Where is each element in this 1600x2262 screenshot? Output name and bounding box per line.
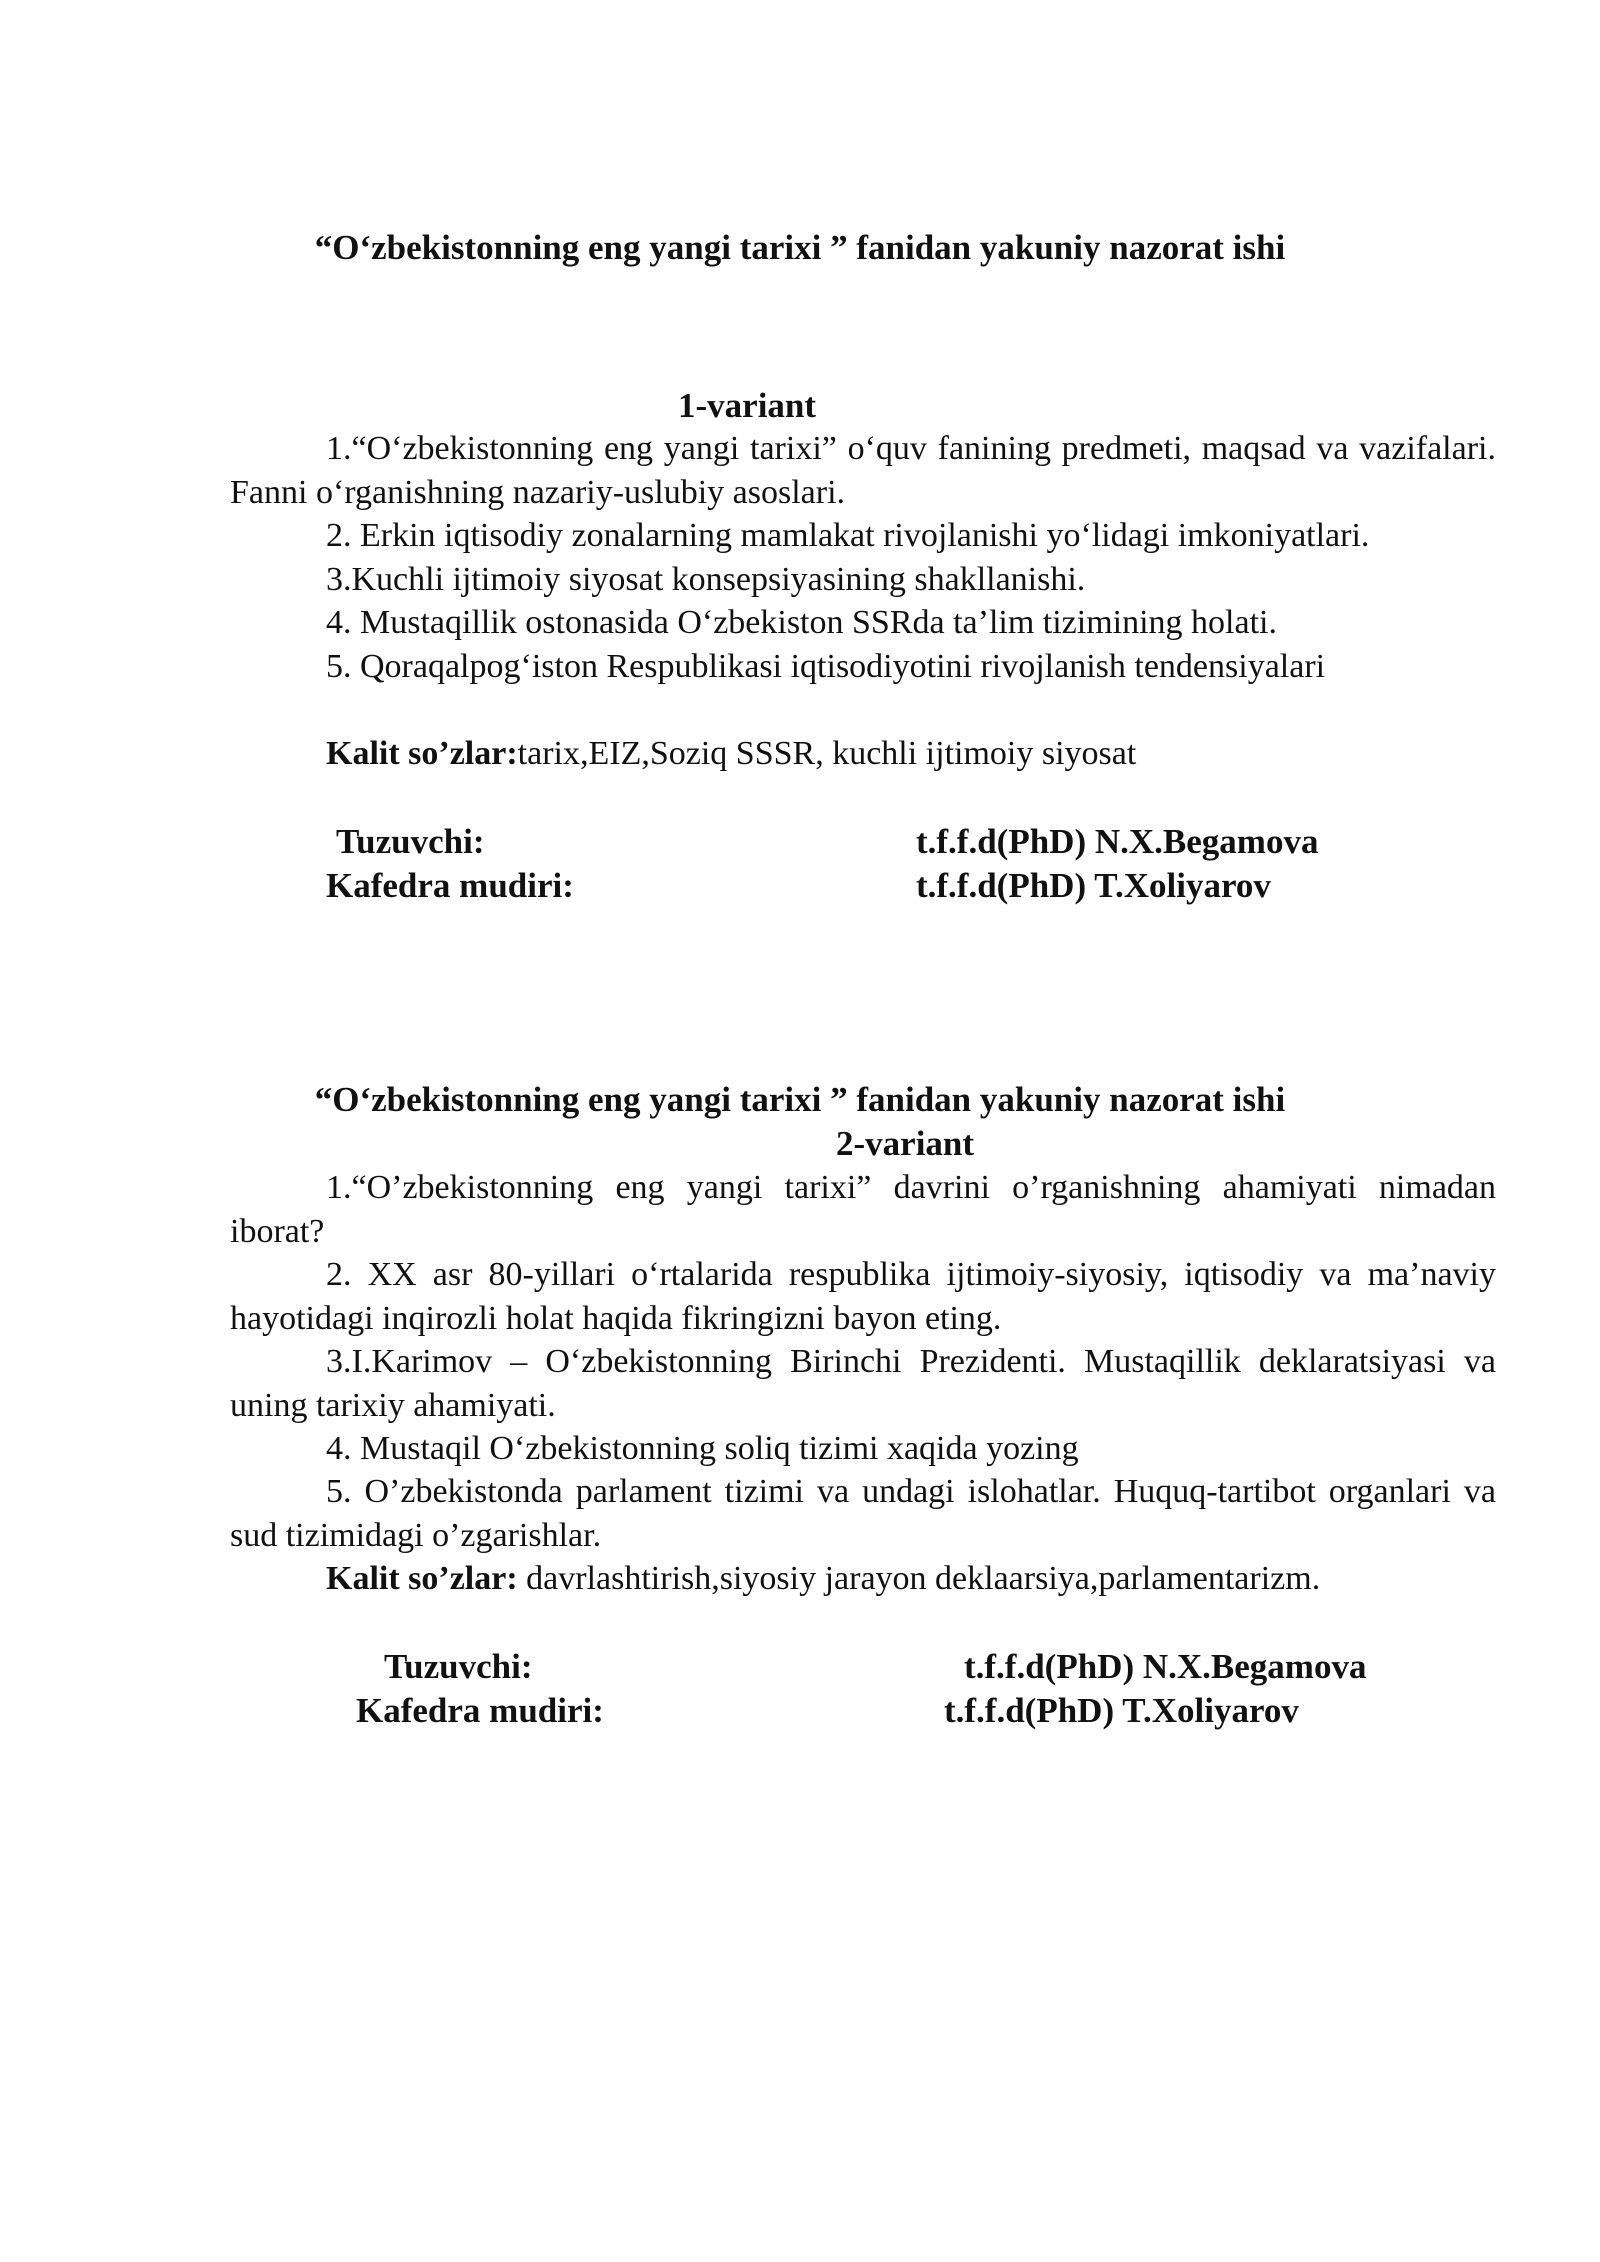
compiler-label: Tuzuvchi: bbox=[384, 1647, 533, 1686]
department-head-label: Kafedra mudiri: bbox=[326, 866, 574, 905]
exam-title: “O‘zbekistonning eng yangi tarixi ” fanidan yakuniy nazorat ishi bbox=[314, 228, 1286, 267]
variant-label: 2-variant bbox=[836, 1124, 975, 1163]
exam-title: “O‘zbekistonning eng yangi tarixi ” fanidan yakuniy nazorat ishi bbox=[314, 1080, 1286, 1119]
compiler-name: t.f.f.d(PhD) N.X.Begamova bbox=[916, 822, 1319, 861]
question-3: 3.I.Karimov – O‘zbekistonning Birinchi Prezidenti. Mustaqillik deklaratsiyasi va uning tarixiy ahamiyati. bbox=[230, 1343, 1496, 1424]
keywords-label: Kalit so’zlar: bbox=[326, 1560, 518, 1597]
variant-label: 1-variant bbox=[678, 386, 817, 425]
compiler-name: t.f.f.d(PhD) N.X.Begamova bbox=[964, 1647, 1367, 1686]
department-head-label: Kafedra mudiri: bbox=[356, 1691, 604, 1730]
keywords-line bbox=[326, 732, 1136, 775]
question-2: 2. XX asr 80-yillari o‘rtalarida respublika ijtimoiy-siyosiy, iqtisodiy va ma’naviy hayotidagi inqirozli holat haqida fikringizni bayon eting. bbox=[230, 1256, 1496, 1337]
compiler-label: Tuzuvchi: bbox=[336, 822, 485, 861]
keywords-line bbox=[326, 1557, 1320, 1600]
question-3: 3.Kuchli ijtimoiy siyosat konsepsiyasining shakllanishi. bbox=[326, 561, 1086, 598]
keywords-text: tarix,EIZ,Soziq SSSR, kuchli ijtimoiy siyosat bbox=[517, 735, 1137, 772]
question-4: 4. Mustaqil O‘zbekistonning soliq tizimi xaqida yozing bbox=[326, 1430, 1079, 1467]
question-2: 2. Erkin iqtisodiy zonalarning mamlakat rivojlanishi yo‘lidagi imkoniyatlari. bbox=[326, 517, 1370, 554]
keywords-label: Kalit so’zlar: bbox=[326, 735, 518, 772]
keywords-text: davrlashtirish,siyosiy jarayon deklaarsiya,parlamentarizm. bbox=[517, 1560, 1321, 1597]
department-head-name: t.f.f.d(PhD) T.Xoliyarov bbox=[916, 866, 1271, 905]
question-5: 5. O’zbekistonda parlament tizimi va undagi islohatlar. Huquq-tartibot organlari va sud tizimidagi o’zgarishlar. bbox=[230, 1473, 1496, 1554]
department-head-name: t.f.f.d(PhD) T.Xoliyarov bbox=[944, 1691, 1299, 1730]
question-4: 4. Mustaqillik ostonasida O‘zbekiston SSRda ta’lim tizimining holati. bbox=[326, 604, 1277, 641]
question-1: 1.“O’zbekistonning eng yangi tarixi” davrini o’rganishning ahamiyati nimadan iborat? bbox=[230, 1169, 1496, 1250]
question-5: 5. Qoraqalpog‘iston Respublikasi iqtisodiyotini rivojlanish tendensiyalari bbox=[326, 648, 1326, 685]
question-1: 1.“O‘zbekistonning eng yangi tarixi” o‘quv fanining predmeti, maqsad va vazifalari. Fanni o‘rganishning nazariy-uslubiy asoslari. bbox=[230, 430, 1496, 511]
